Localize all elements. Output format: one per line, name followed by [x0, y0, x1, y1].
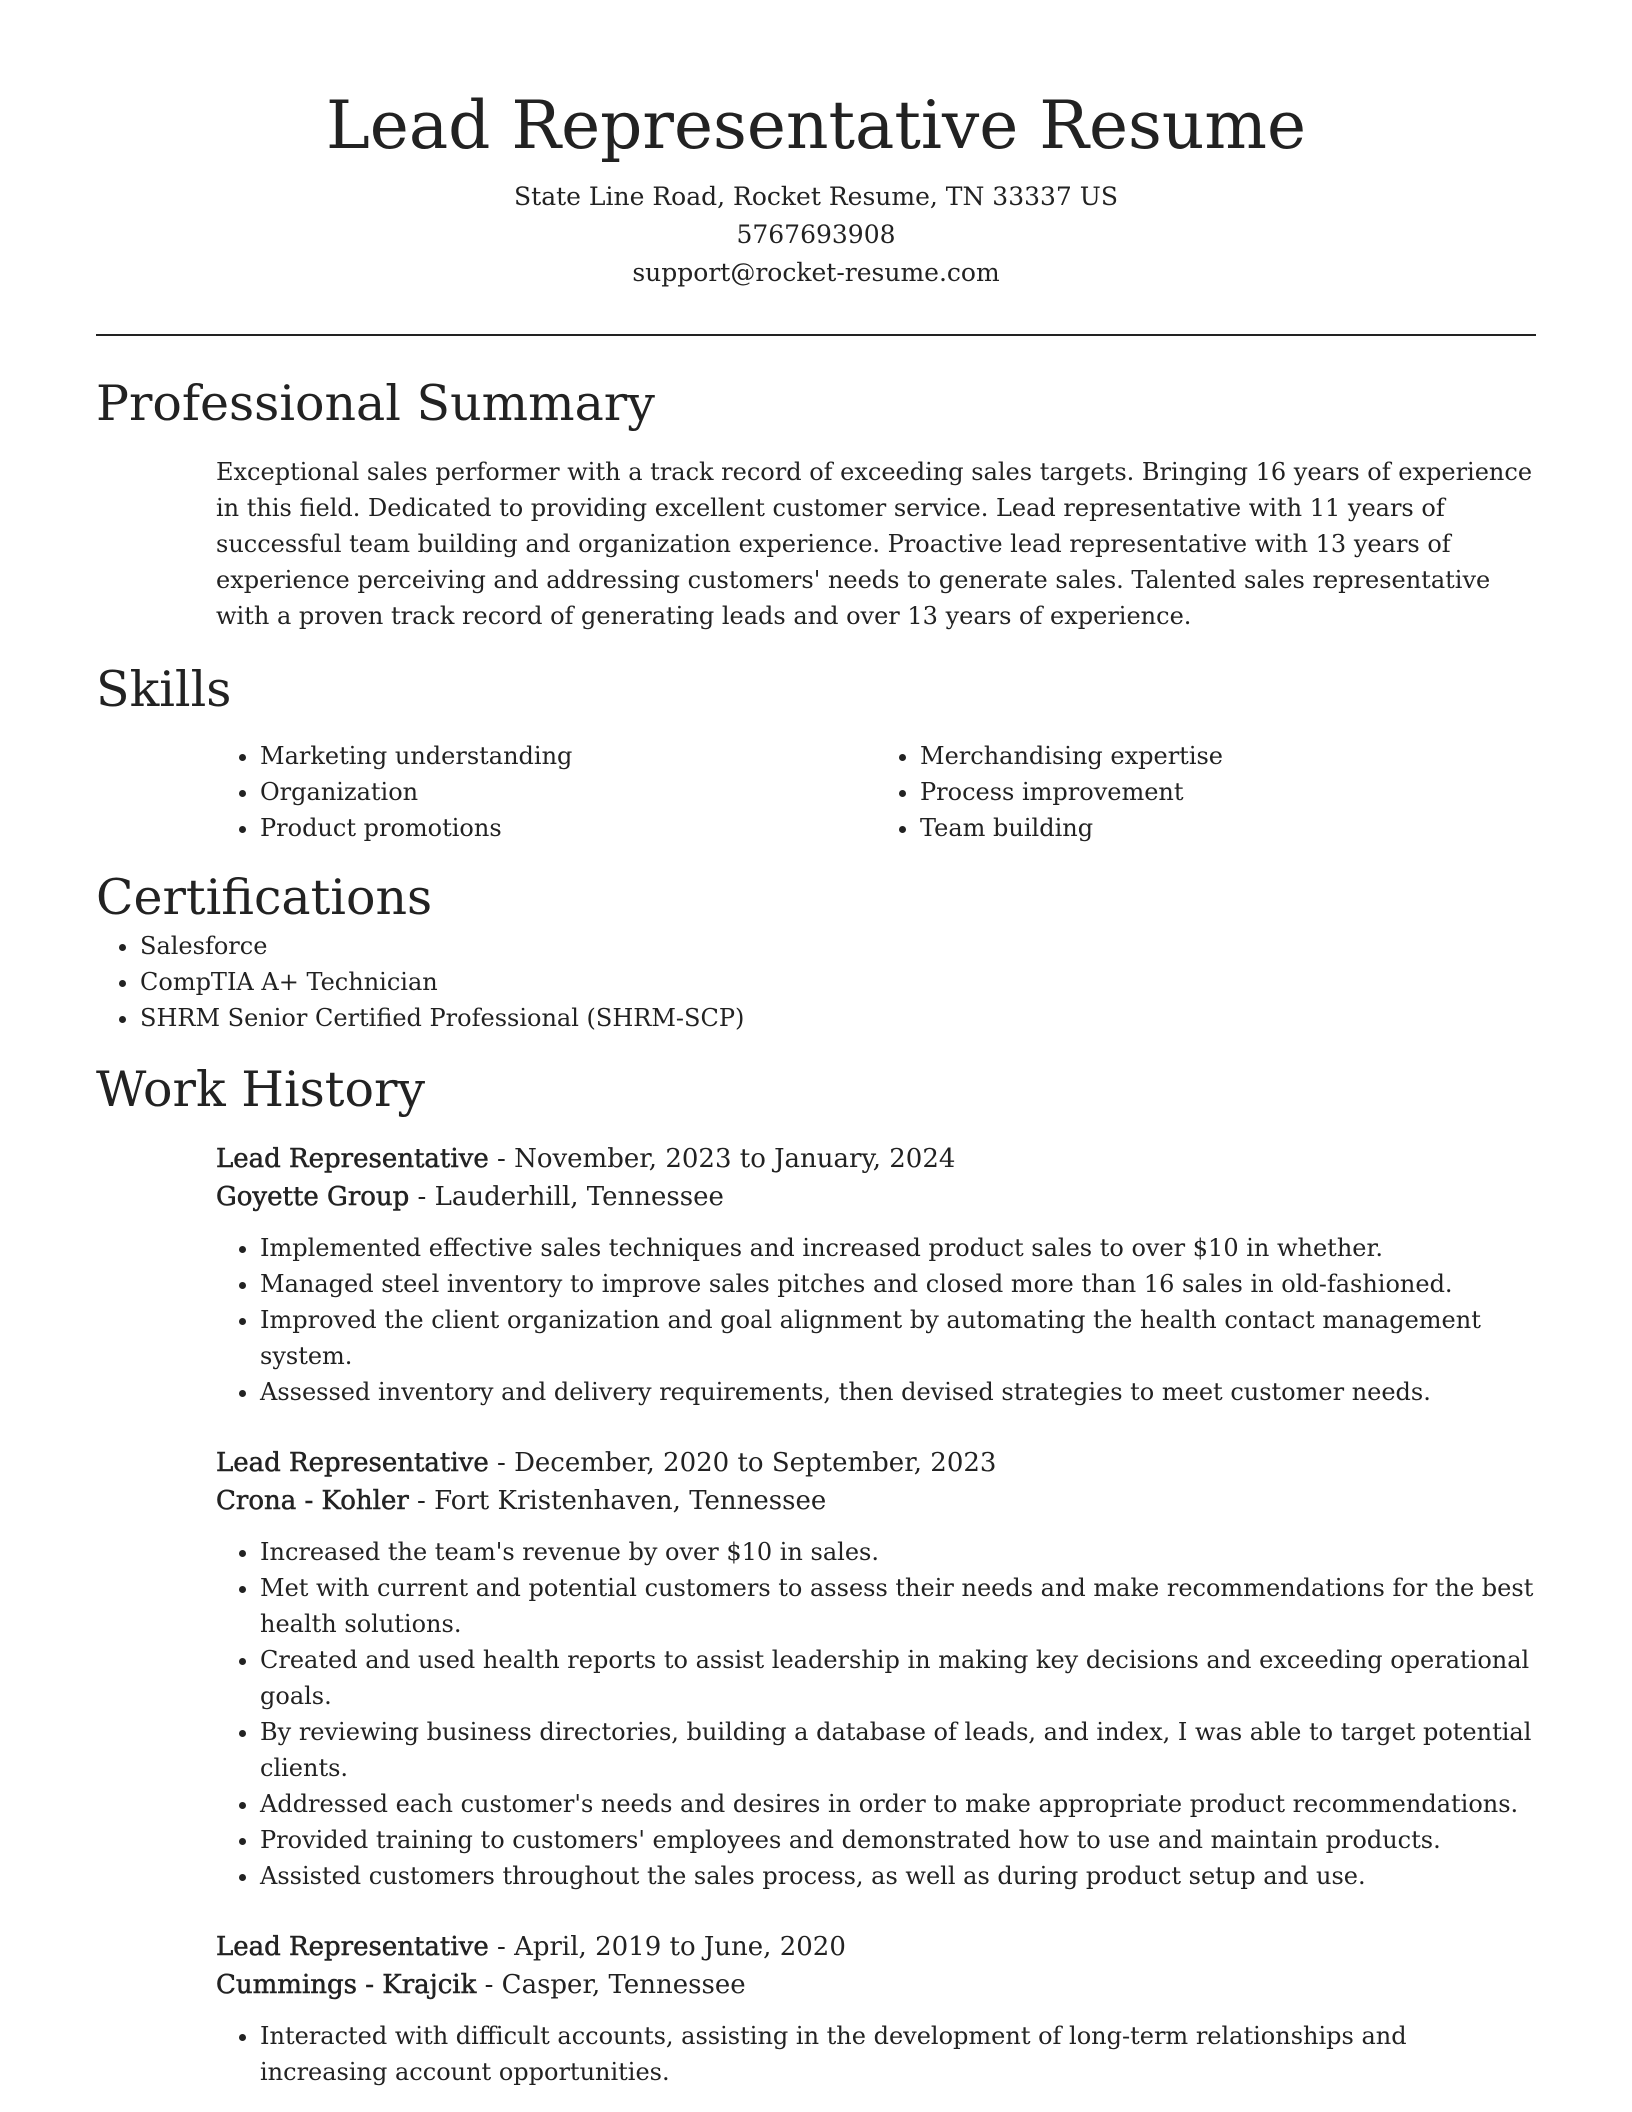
job-company: Crona - Kohler	[216, 1486, 409, 1516]
skills-list-left	[216, 738, 876, 846]
address: State Line Road, Rocket Resume, TN 33337 US	[514, 182, 1118, 211]
job-company-line	[216, 1966, 1536, 2004]
job-bullet: • By reviewing business directories, building a database of leads, and index, I was able to target potential clients.	[260, 1714, 1536, 1786]
job-bullet: • Created and used health reports to assist leadership in making key decisions and exceeding operational goals.	[260, 1642, 1536, 1714]
email[interactable]: support@rocket-resume.com	[632, 258, 1000, 287]
skill-item: • Product promotions	[260, 810, 876, 846]
job-location: - Fort Kristenhaven, Tennessee	[408, 1486, 827, 1516]
resume-page	[96, 0, 1536, 2090]
job-location: - Lauderhill, Tennessee	[409, 1182, 724, 1212]
work-history-heading: Work History	[96, 1061, 426, 1118]
skills-list-right	[876, 738, 1536, 846]
job-bullets	[216, 2018, 1536, 2090]
skill-item: • Marketing understanding	[260, 738, 876, 774]
skill-item: • Organization	[260, 774, 876, 810]
job-location: - Casper, Tennessee	[476, 1970, 746, 2000]
skill-item: • Team building	[920, 810, 1536, 846]
header-divider	[96, 334, 1536, 336]
job-company-line	[216, 1482, 1536, 1520]
skill-item: • Process improvement	[920, 774, 1536, 810]
job-company: Cummings - Krajcik	[216, 1970, 477, 2000]
job-bullet: • Assisted customers throughout the sales process, as well as during product setup and use.	[260, 1858, 1536, 1894]
job-bullet: • Improved the client organization and goal alignment by automating the health contact management system.	[260, 1302, 1536, 1374]
job-bullets	[216, 1230, 1536, 1410]
job-role: Lead Representative	[216, 1144, 489, 1174]
job-bullet: • Implemented effective sales techniques and increased product sales to over $10 in whether.	[260, 1230, 1536, 1266]
job-dates: - November, 2023 to January, 2024	[488, 1144, 956, 1174]
job-dates: - April, 2019 to June, 2020	[488, 1932, 846, 1962]
job-bullet: • Assessed inventory and delivery requirements, then devised strategies to meet customer needs.	[260, 1374, 1536, 1410]
skills-columns	[216, 738, 1536, 846]
certifications-heading: Certifications	[96, 869, 433, 926]
job-role-line	[216, 1444, 1536, 1482]
job-role-line	[216, 1928, 1536, 1966]
job-role: Lead Representative	[216, 1448, 489, 1478]
job-entry	[216, 1928, 1536, 2090]
job-bullet: • Increased the team's revenue by over $10 in sales.	[260, 1534, 1536, 1570]
certifications-list	[96, 928, 1536, 1036]
phone: 5767693908	[736, 220, 896, 249]
job-role: Lead Representative	[216, 1932, 489, 1962]
job-bullet: • Addressed each customer's needs and desires in order to make appropriate product recommendations.	[260, 1786, 1536, 1822]
job-role-line	[216, 1140, 1536, 1178]
certification-item: • Salesforce	[140, 928, 1536, 964]
summary-heading: Professional Summary	[96, 375, 655, 432]
skills-heading: Skills	[96, 661, 232, 718]
job-entry	[216, 1444, 1536, 1894]
job-dates: - December, 2020 to September, 2023	[488, 1448, 997, 1478]
job-company-line	[216, 1178, 1536, 1216]
job-bullet: • Managed steel inventory to improve sales pitches and closed more than 16 sales in old-fashioned.	[260, 1266, 1536, 1302]
job-entry	[216, 1140, 1536, 1410]
resume-title: Lead Representative Resume	[325, 87, 1307, 164]
summary-text: Exceptional sales performer with a track record of exceeding sales targets. Bringing 16 years of experience in this field. Dedicated to providing excellent customer service. Lead representative with 11 years of successful team building and organization experience. Proactive lead representative with 13 years of experience perceiving and addressing customers' needs to generate sales. Talented sales representative with a proven track record of generating leads and over 13 years of experience.	[216, 458, 1533, 630]
job-bullet: • Provided training to customers' employees and demonstrated how to use and maintain products.	[260, 1822, 1536, 1858]
job-company: Goyette Group	[216, 1182, 410, 1212]
job-bullets	[216, 1534, 1536, 1894]
job-bullet: • Met with current and potential customers to assess their needs and make recommendations for the best health solutions.	[260, 1570, 1536, 1642]
certification-item: • CompTIA A+ Technician	[140, 964, 1536, 1000]
skill-item: • Merchandising expertise	[920, 738, 1536, 774]
certification-item: • SHRM Senior Certified Professional (SHRM-SCP)	[140, 1000, 1536, 1036]
job-bullet: • Interacted with difficult accounts, assisting in the development of long-term relationships and increasing account opportunities.	[260, 2018, 1536, 2090]
contact-block	[96, 178, 1536, 292]
